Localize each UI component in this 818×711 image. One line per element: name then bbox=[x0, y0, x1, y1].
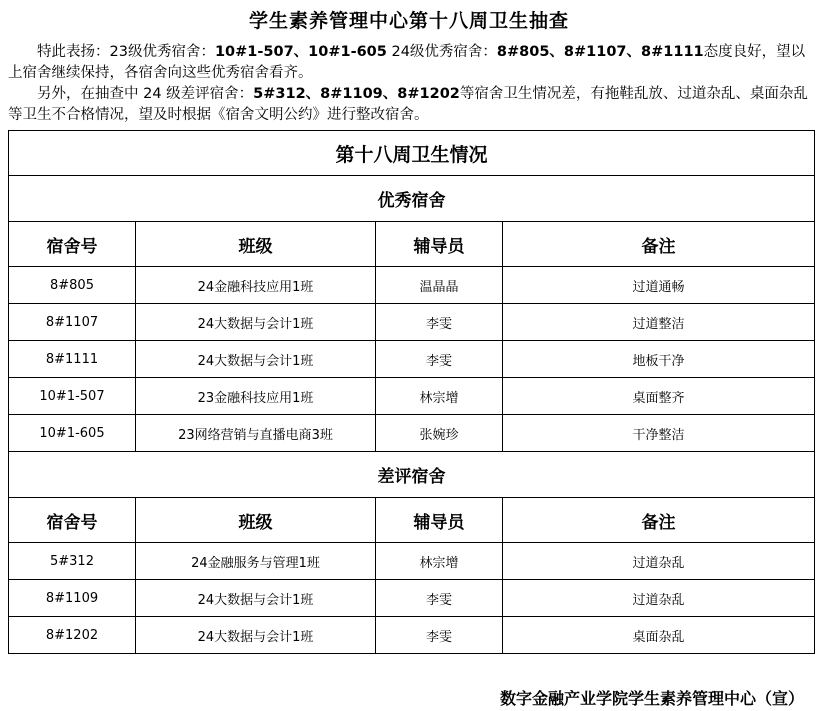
table-row bbox=[9, 378, 815, 415]
footer-signature: 数字金融产业学院学生素养管理中心（宣） bbox=[499, 689, 804, 708]
table-title bbox=[9, 131, 815, 176]
column-header: 班级 bbox=[136, 222, 376, 267]
table-cell: 23金融科技应用1班 bbox=[136, 378, 376, 415]
table-cell: 过道整洁 bbox=[503, 304, 815, 341]
table-title-cell: 第十八周卫生情况 bbox=[9, 131, 815, 176]
table-cell: 24大数据与会计1班 bbox=[136, 341, 376, 378]
page-title: 学生素养管理中心第十八周卫生抽查 bbox=[248, 10, 569, 32]
table-row bbox=[9, 304, 815, 341]
table-row bbox=[9, 341, 815, 378]
column-header: 辅导员 bbox=[376, 498, 503, 543]
column-header: 宿舍号 bbox=[9, 222, 136, 267]
column-header: 备注 bbox=[503, 498, 815, 543]
column-header: 班级 bbox=[136, 498, 376, 543]
table-cell: 桌面整齐 bbox=[503, 378, 815, 415]
excellent-section-heading-cell: 优秀宿舍 bbox=[9, 176, 815, 222]
table-row bbox=[9, 267, 815, 304]
table-cell: 张婉珍 bbox=[376, 415, 503, 452]
table-cell: 24大数据与会计1班 bbox=[136, 580, 376, 617]
table-row bbox=[9, 617, 815, 654]
praise-mid: 24级优秀宿舍： bbox=[386, 44, 497, 60]
table-cell: 过道杂乱 bbox=[503, 580, 815, 617]
table-cell: 桌面杂乱 bbox=[503, 617, 815, 654]
praise-prefix: 特此表扬：23级优秀宿舍： bbox=[37, 44, 215, 60]
praise-suffix: 态度良好，望以上宿舍继续保持，各宿舍向这些优秀宿舍看齐。 bbox=[8, 44, 806, 81]
table-cell: 8#1202 bbox=[9, 617, 136, 654]
table-row bbox=[9, 543, 815, 580]
column-header: 备注 bbox=[503, 222, 815, 267]
table-cell: 温晶晶 bbox=[376, 267, 503, 304]
table-cell: 10#1-507 bbox=[9, 378, 136, 415]
column-header: 宿舍号 bbox=[9, 498, 136, 543]
praise-paragraph bbox=[8, 42, 814, 84]
table-cell: 李雯 bbox=[376, 580, 503, 617]
table-cell: 过道通畅 bbox=[503, 267, 815, 304]
table-cell: 李雯 bbox=[376, 304, 503, 341]
praise-rooms-23: 10#1-507、10#1-605 bbox=[214, 44, 387, 60]
table-cell: 林宗增 bbox=[376, 378, 503, 415]
table-cell: 24大数据与会计1班 bbox=[136, 304, 376, 341]
table-cell: 李雯 bbox=[376, 341, 503, 378]
table-cell: 李雯 bbox=[376, 617, 503, 654]
criticism-suffix: 等宿舍卫生情况差，有拖鞋乱放、过道杂乱、桌面杂乱等卫生不合格情况，望及时根据《宿舍文明公约》进行整改宿舍。 bbox=[8, 86, 808, 123]
table-cell: 10#1-605 bbox=[9, 415, 136, 452]
criticism-paragraph bbox=[8, 84, 814, 126]
table-row bbox=[9, 415, 815, 452]
hygiene-table bbox=[8, 130, 815, 654]
praise-rooms-24: 8#805、8#1107、8#1111 bbox=[496, 44, 704, 60]
table-cell: 8#805 bbox=[9, 267, 136, 304]
table-cell: 过道杂乱 bbox=[503, 543, 815, 580]
table-cell: 23网络营销与直播电商3班 bbox=[136, 415, 376, 452]
table-cell: 地板干净 bbox=[503, 341, 815, 378]
poor-section-heading-cell: 差评宿舍 bbox=[9, 452, 815, 498]
table-cell: 8#1107 bbox=[9, 304, 136, 341]
criticism-rooms: 5#312、8#1109、8#1202 bbox=[253, 86, 460, 102]
excellent-column-header-row bbox=[9, 222, 815, 267]
table-cell: 24金融服务与管理1班 bbox=[136, 543, 376, 580]
poor-section-heading bbox=[9, 452, 815, 498]
criticism-prefix: 另外，在抽查中 24 级差评宿舍： bbox=[37, 86, 254, 102]
excellent-section-heading bbox=[9, 176, 815, 222]
table-cell: 8#1111 bbox=[9, 341, 136, 378]
table-cell: 干净整洁 bbox=[503, 415, 815, 452]
table-row bbox=[9, 580, 815, 617]
table-cell: 24大数据与会计1班 bbox=[136, 617, 376, 654]
column-header: 辅导员 bbox=[376, 222, 503, 267]
table-cell: 24金融科技应用1班 bbox=[136, 267, 376, 304]
table-cell: 8#1109 bbox=[9, 580, 136, 617]
table-cell: 林宗增 bbox=[376, 543, 503, 580]
poor-column-header-row bbox=[9, 498, 815, 543]
table-cell: 5#312 bbox=[9, 543, 136, 580]
